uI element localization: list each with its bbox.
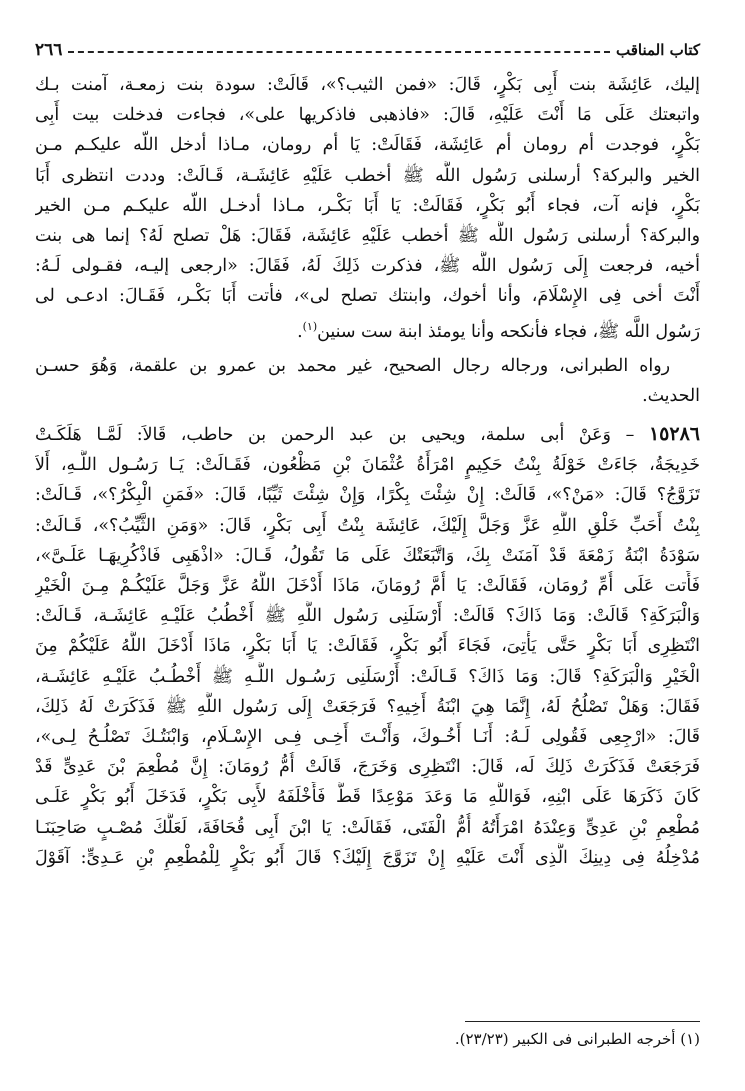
text-line: بِنْتُ أَحَبِّ خَلْقِ اللَّهِ عَزَّ وَجَلَّ إِلَيْكَ، عَائِشَة بِنْتُ أَبِى بَكْرٍ، قَالَ: «وَمَنِ الثَّيِّبُ؟»، قَـالَتْ: — [35, 515, 700, 536]
text-line: فَأَتت عَلَى أُمِّ رُومَان، فَقَالَتْ: يَا أُمَّ رُومَانَ، مَاذَا أَدْخَلَ اللَّهُ عَزَّ وَجَلَّ عَلَيْكُـمْ مِـنَ الْخَيْرِ — [35, 576, 700, 597]
text-line: بَكْرٍ، فوجدت أم رومان أم عَائِشَة، فَقَالَتْ: يَا أم رومان، مـاذا أدخل اللّه عليكـم مـن — [35, 135, 700, 156]
text-line: كَانَ ذَكَرَهَا عَلَى ابْنِهِ، فَوَاللَّهِ مَا وَعَدَ مَوْعِدًا قَطُّ فَأَخْلَفَهُ لأَبِى بَكْرٍ، فَدَخَلَ أَبُو بَكْرٍ عَلَـى — [35, 787, 700, 808]
text-line: والبركة؟ أرسلنى رَسُول اللَّه ﷺ أخطب عَلَيْهِ عَائِشَة، فَقَالَ: هَلْ تصلح لَهُ؟ إنما هى بنت — [35, 226, 700, 247]
text-line: تَزَوَّجُ؟ قَالَ: «مَنْ؟»، قَالَتْ: إِنْ شِئْتَ بِكْرًا، وَإِنْ شِئْتَ ثَيِّبًا، قَالَ: «فَمَنِ الْبِكْرُ؟»، قَـالَتْ: — [35, 485, 700, 506]
text-line: إليك، عَائِشَة بنت أَبِى بَكْرٍ، قَالَ: «فمن الثيب؟»، قَالَتْ: سودة بنت زمعـة، آمنت بـك — [35, 75, 700, 95]
text-line: بَكْرٍ، فإنه آت، فجاء أَبُو بَكْرٍ، فَقَالَتْ: يَا أَبَا بَكْـر، مـاذا أدخـل اللّه عليكـم مـن الخير — [35, 195, 700, 216]
page-body — [35, 70, 700, 873]
text-line: الخير والبركة؟ أرسلنى رَسُول اللَّه ﷺ أخطب عَلَيْهِ عَائِشَـة، قَـالَتْ: وددت انتظرى أَبَا — [35, 165, 700, 186]
end-punctuation: . — [297, 321, 303, 342]
text-line: خَدِيجَةُ، جَاءَتْ خَوْلَةُ بِنْتُ حَكِيمٍ امْرَأَةُ عُثْمَانَ بْنِ مَظْعُون، فَقَـالَتْ: يَـا رَسُـول اللَّـهِ، أَلاَ — [35, 455, 700, 476]
hadith-dash: – — [625, 425, 635, 446]
header-dashed-rule — [68, 51, 610, 53]
paragraph-gap — [35, 411, 700, 419]
text-line: فَقَالَ: وَهَلْ تَصْلُحُ لَهُ، إِنَّمَا هِيَ ابْنَةُ أَخِيهِ؟ فَرَجَعَتْ إِلَى رَسُول اللَّهِ ﷺ فَذَكَرَتْ لَهُ ذَلِكَ، — [35, 696, 700, 717]
text-line: انْتَظِرِى أَبَا بَكْرٍ حَتَّى يَأْتِىَ، فَجَاءَ أَبُو بَكْرٍ، فَقَالَتْ: يَا أَبَا بَكْرٍ، مَاذَا أَدْخَلَ اللَّهُ عَلَيْكُمْ مِنَ — [35, 636, 700, 657]
text-line: أخيه، فرجعت إِلَى رَسُول اللَّه ﷺ، فذكرت ذَلِكَ لَهُ، فَقَالَ: «ارجعى إليـه، فقـولى لَـهُ: — [35, 256, 700, 277]
text-line: قَالَ: «ارْجِعِى فَقُولِى لَـهُ: أَنَـا أَخُـوكَ، وَأَنْـتَ أَخِـى فِـى الإِسْـلَامِ، وَابْنَتُـكَ تَصْلُـحُ لِـى»، — [35, 727, 700, 748]
text-line-content: رَسُول اللَّه ﷺ، فجاء فأنكحه وأنا يومئذ ابنة ست سنين — [317, 321, 700, 342]
text-line: الحديث. — [642, 385, 700, 406]
text-line: رواه الطبرانى، ورجاله رجال الصحيح، غير محمد بن عمرو بن علقمة، وَهُوَ حسـن — [35, 355, 670, 376]
text-line: الْخَيْرِ وَالْبَرَكَةِ؟ قَالَ: وَمَا ذَاكَ؟ قَـالَتْ: أَرْسَلَنِى رَسُـول اللَّـهِ ﷺ أَخْطُـبُ عَلَيْـهِ عَائِشَـة، — [35, 666, 700, 687]
text-line: واتبعتك عَلَى مَا أَنْتَ عَلَيْهِ، قَالَ: «فاذهبى فاذكريها على»، فجاءت فدخلت بيت أَبِى — [35, 105, 700, 126]
text-line: وَالْبَرَكَةِ؟ قَالَتْ: وَمَا ذَاكَ؟ قَالَتْ: أَرْسَلَنِى رَسُول اللَّهِ ﷺ أَخْطُبُ عَلَيْـهِ عَائِشَـة، قَـالَتْ: — [35, 606, 700, 627]
text-line: أَنْتَ أخى فِى الإِسْلَامَ، وأنا أخوك، وابنتك تصلح لى»، فأتت أَبَا بَكْـر، فَقَـالَ: ادعـى لى — [35, 286, 700, 307]
text-line: سَوْدَةُ ابْنَةُ زَمْعَةَ قَدْ آمَنَتْ بِكَ، وَاتَّبَعَتْكَ عَلَى مَا تَقُولُ، قَـالَ: «اذْهَبِى فَاذْكُرِيهَـا عَلَـىَّ»، — [35, 545, 700, 566]
text-line — [35, 419, 700, 450]
continuation-paragraph — [35, 70, 700, 347]
text-line: مُطْعِمِ بْنِ عَدِىٍّ وَعِنْدَهُ امْرَأَتُهُ أُمُّ الْفَتَى، فَقَالَتْ: يَا ابْنَ أَبِى قُحَافَةَ، لَعَلَّكَ مُصْـبٍ صَاحِبَنَـا — [35, 817, 700, 838]
source-note — [35, 351, 700, 411]
text-line: فَرَجَعَتْ فَذَكَرَتْ ذَلِكَ لَه، قَالَ: انْتَظِرِى وَخَرَجَ، قَالَتْ أُمُّ رُومَانَ: إِنَّ مُطْعِمَ بْنَ عَدِىٍّ قَدْ — [35, 757, 700, 778]
footnote-separator — [465, 1021, 700, 1022]
hadith-number: ١٥٢٨٦ — [648, 423, 700, 446]
text-line-content: وَعَنْ أبى سلمة، ويحيى بن عبد الرحمن بن حاطب، قَالاَ: لَمَّـا هَلَكَـتْ — [35, 425, 611, 446]
footnote-marker[interactable]: (١) — [302, 319, 318, 333]
running-header — [35, 38, 700, 62]
text-line — [35, 312, 700, 347]
footnote: (١) أخرجه الطبرانى فى الكبير (٢٣/٢٣). — [454, 1030, 700, 1048]
text-line: مُدْخِلُهُ فِى دِينِكَ الَّذِى أَنْتَ عَلَيْهِ إِنْ تَزَوَّجَ إِلَيْكَ؟ قَالَ أَبُو بَكْرٍ لِلْمُطْعِمِ بْنِ عَـدِىٍّ: آقَوْلَ — [35, 847, 700, 868]
page-number: ٢٦٦ — [35, 40, 63, 60]
book-page — [35, 0, 700, 1091]
hadith-entry — [35, 419, 700, 873]
book-title: كتاب المناقب — [616, 41, 700, 59]
